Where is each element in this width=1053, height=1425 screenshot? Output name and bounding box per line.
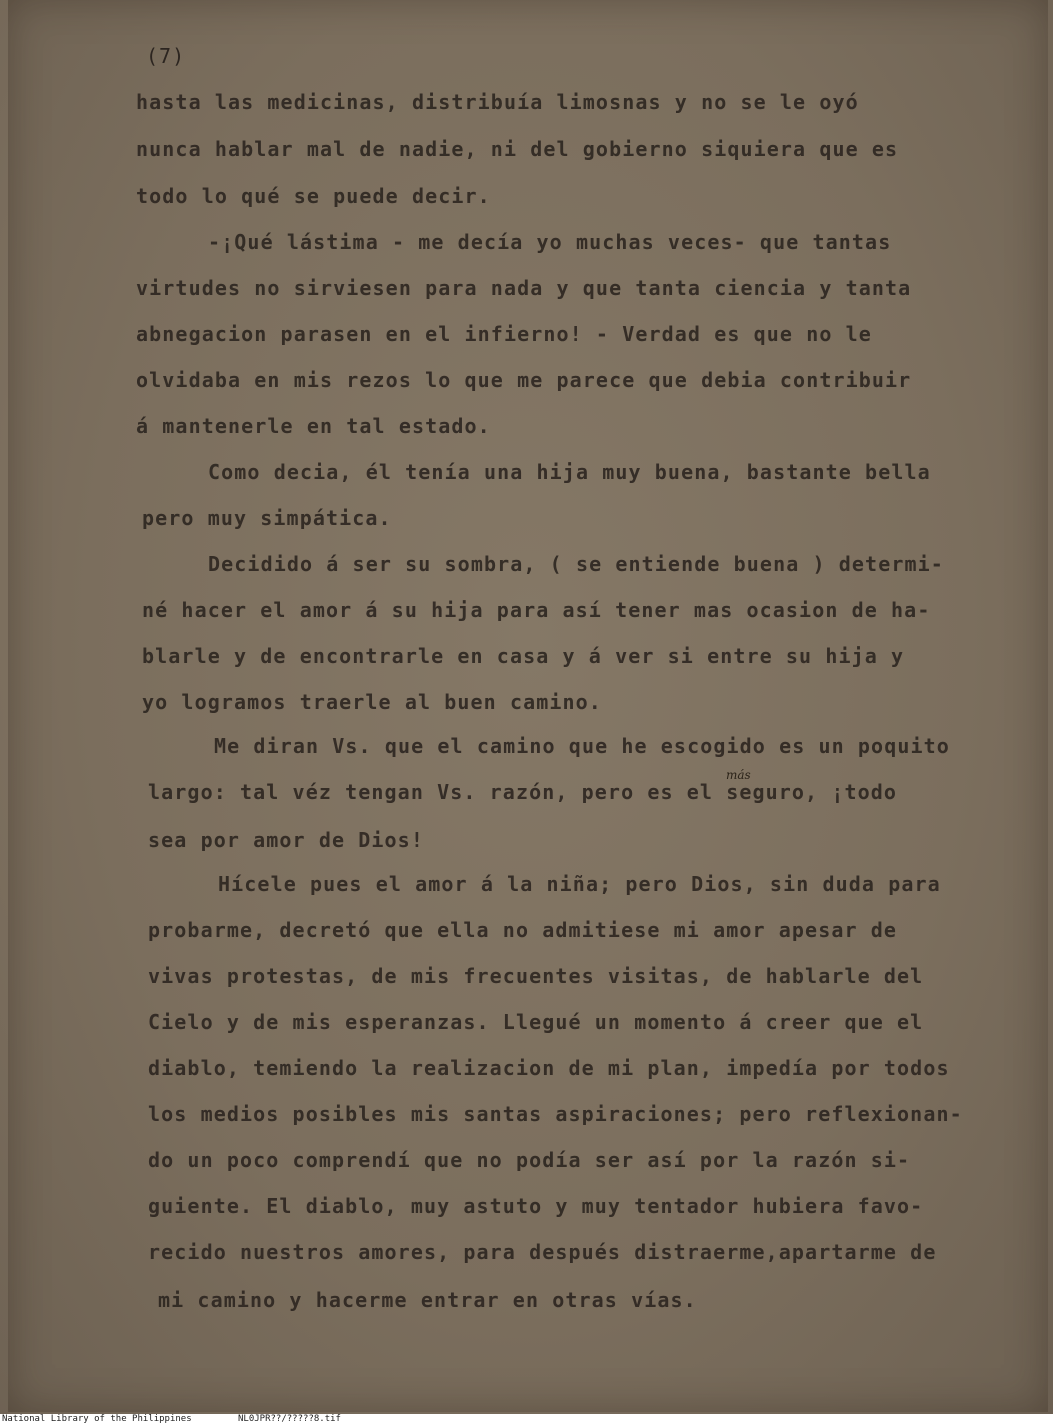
text-line: recido nuestros amores, para después distraerme,apartarme de (148, 1240, 937, 1264)
text-line: Como decia, él tenía una hija muy buena, bastante bella (208, 460, 931, 484)
text-line: olvidaba en mis rezos lo que me parece que debia contribuir (136, 368, 912, 392)
footer-file-id: NL0JPR??/?????8.tif (238, 1414, 341, 1424)
page-number: (7) (146, 44, 186, 68)
text-line: pero muy simpática. (142, 506, 392, 530)
text-line: mi camino y hacerme entrar en otras vías. (158, 1288, 697, 1312)
text-line: los medios posibles mis santas aspiraciones; pero reflexionan- (148, 1102, 963, 1126)
text-line: yo logramos traerle al buen camino. (142, 690, 602, 714)
text-line: á mantenerle en tal estado. (136, 414, 491, 438)
text-line: vivas protestas, de mis frecuentes visitas, de hablarle del (148, 964, 924, 988)
text-line: blarle y de encontrarle en casa y á ver si entre su hija y (142, 644, 905, 668)
text-line: Me diran Vs. que el camino que he escogido es un poquito (214, 734, 950, 758)
text-line: virtudes no sirviesen para nada y que tanta ciencia y tanta (136, 276, 912, 300)
footer-source: National Library of the Philippines (2, 1414, 192, 1424)
text-line: diablo, temiendo la realizacion de mi plan, impedía por todos (148, 1056, 950, 1080)
text-line: largo: tal véz tengan Vs. razón, pero es el seguro, ¡todo (148, 780, 898, 804)
typewritten-page (8, 0, 1048, 1412)
text-line: -¡Qué lástima - me decía yo muchas veces- que tantas (208, 230, 892, 254)
text-line: do un poco comprendí que no podía ser así por la razón si- (148, 1148, 911, 1172)
text-line: todo lo qué se puede decir. (136, 184, 491, 208)
text-line: Cielo y de mis esperanzas. Llegué un momento á creer que el (148, 1010, 924, 1034)
text-line: nunca hablar mal de nadie, ni del gobierno siquiera que es (136, 137, 899, 161)
text-line: Decidido á ser su sombra, ( se entiende buena ) determi- (208, 552, 944, 576)
handwritten-insertion: más (726, 768, 751, 782)
scan-footer (0, 1414, 1053, 1425)
text-line: né hacer el amor á su hija para así tener mas ocasion de ha- (142, 598, 931, 622)
text-line: Hícele pues el amor á la niña; pero Dios, sin duda para (218, 872, 941, 896)
text-line: sea por amor de Dios! (148, 828, 424, 852)
text-line: hasta las medicinas, distribuía limosnas y no se le oyó (136, 90, 859, 114)
text-line: abnegacion parasen en el infierno! - Verdad es que no le (136, 322, 872, 346)
text-line: probarme, decretó que ella no admitiese mi amor apesar de (148, 918, 898, 942)
text-line: guiente. El diablo, muy astuto y muy tentador hubiera favo- (148, 1194, 924, 1218)
